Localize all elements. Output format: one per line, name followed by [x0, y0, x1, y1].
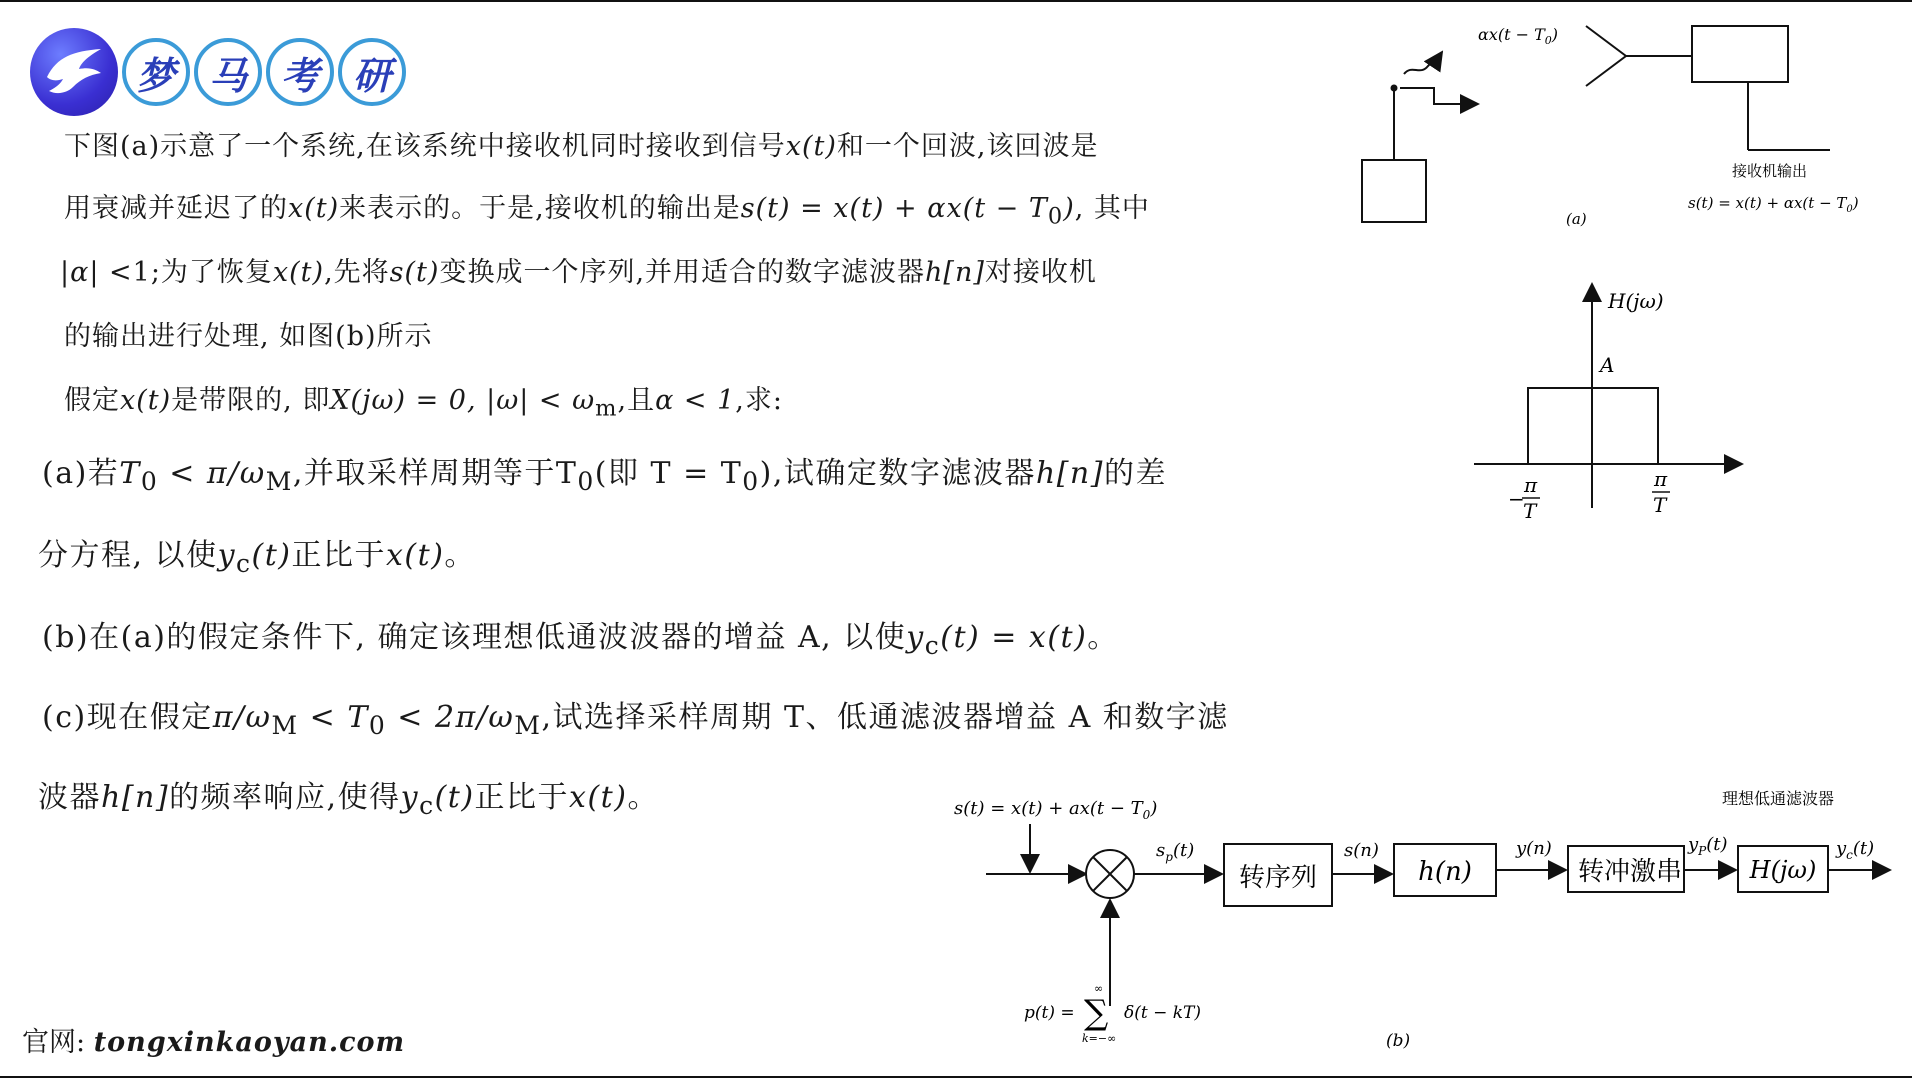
impulse-train-delta: δ(t − kT): [1124, 1003, 1202, 1023]
logo-char-1: 梦: [122, 38, 190, 106]
footer: [22, 1020, 405, 1059]
receiver-output-equation: $s(t) = x(t) + \alpha x(t - T_0)$: [1688, 194, 1859, 215]
transmitter-box: [1362, 160, 1426, 222]
to-impulse-train-label: 转冲激串: [1577, 857, 1683, 887]
lowpass-frequency-response: [1460, 278, 1750, 538]
impulse-train-eq-lhs: p(t) =: [1024, 1003, 1075, 1023]
intro-line-2: 用衰减并延迟了的x(t)来表示的。于是,接收机的输出是$s(t) = x(t) + \alpha x(t - T_0)$, 其中: [64, 193, 1150, 230]
figure-a-receiver-diagram: [1350, 14, 1910, 234]
sp-label: $s_p(t)$: [1156, 840, 1195, 864]
question-c-line-2: 波器h[n]的频率响应,使得$y_c(t)$正比于x(t)。: [38, 780, 659, 820]
impulse-train-sum: ∑: [1084, 993, 1109, 1033]
to-sequence-label: 转序列: [1238, 863, 1318, 893]
receiving-antenna: [1586, 26, 1626, 86]
logo-char-2: 马: [194, 38, 262, 106]
logo: [30, 28, 406, 116]
receiver-output-label: 接收机输出: [1732, 162, 1808, 180]
logo-char-3: 考: [266, 38, 334, 106]
yp-label: $y_P(t)$: [1688, 834, 1728, 858]
neg-cutoff-T: T: [1523, 499, 1537, 523]
intro-line-3: |α| <1;为了恢复x(t),先将s(t)变换成一个序列,并用适合的数字滤波器h[n]对接收机: [60, 257, 1097, 288]
footer-website-link[interactable]: tongxinkaoyan.com: [93, 1027, 406, 1058]
pos-cutoff-T: T: [1653, 493, 1667, 517]
receiver-box: [1692, 26, 1788, 82]
neg-cutoff-pi: π: [1524, 473, 1538, 497]
impulse-train-sum-top: ∞: [1094, 982, 1104, 995]
pos-cutoff-pi: π: [1654, 467, 1668, 491]
passband-gain-label: A: [1600, 353, 1615, 377]
question-c-line-1: (c)现在假定$\pi/\omega_M < T_0 < 2\pi/\omega_M$,试选择采样周期 T、低通滤波器增益 A 和数字滤: [42, 700, 1229, 740]
pegasus-logo-icon: [30, 28, 118, 116]
sn-label: s(n): [1344, 840, 1379, 861]
neg-cutoff-minus: −: [1508, 487, 1525, 511]
top-border: [0, 0, 1912, 2]
direct-signal-arrow: [1400, 88, 1478, 104]
impulse-train-sum-bottom: k=−∞: [1082, 1032, 1117, 1045]
bottom-border: [0, 1076, 1912, 1078]
yn-label: y(n): [1516, 838, 1552, 859]
echo-label: $\alpha x(t - T_0)$: [1478, 25, 1558, 47]
logo-char-4: 研: [338, 38, 406, 106]
question-a-line-1: (a)若$T_0 < \pi/\omega_M$,并取采样周期等于$T_0$(即 $T = T_0$),试确定数字滤波器h[n]的差: [42, 456, 1167, 496]
figure-b-caption: (b): [1386, 1031, 1411, 1051]
question-a-line-2: 分方程, 以使$y_c(t)$正比于x(t)。: [38, 538, 476, 578]
input-signal-label: $s(t) = x(t) + ax(t - T_0)$: [954, 798, 1158, 822]
question-b: (b)在(a)的假定条件下, 确定该理想低通波波器的增益 A, 以使$y_c(t) = x(t)$。: [42, 620, 1119, 660]
h-axis-label: H(jω): [1608, 289, 1664, 313]
footer-label: 官网:: [22, 1027, 86, 1058]
echo-wave-arrow: [1404, 52, 1442, 74]
lowpass-filter-label: H(jω): [1749, 856, 1817, 884]
intro-line-4: 的输出进行处理, 如图(b)所示: [64, 321, 433, 352]
lowpass-title: 理想低通滤波器: [1722, 789, 1835, 808]
intro-line-5: 假定x(t)是带限的, 即X(jω) = 0, $|\omega| < \omega_m$,且α < 1,求:: [64, 385, 783, 422]
yc-label: $y_c(t)$: [1836, 838, 1875, 862]
figure-a-caption: (a): [1566, 210, 1587, 228]
figure-b-block-diagram: [940, 780, 1912, 1060]
intro-line-1: 下图(a)示意了一个系统,在该系统中接收机同时接收到信号x(t)和一个回波,该回波是: [64, 131, 1099, 162]
antenna-tip: [1391, 85, 1398, 92]
digital-filter-label: h(n): [1418, 857, 1472, 887]
